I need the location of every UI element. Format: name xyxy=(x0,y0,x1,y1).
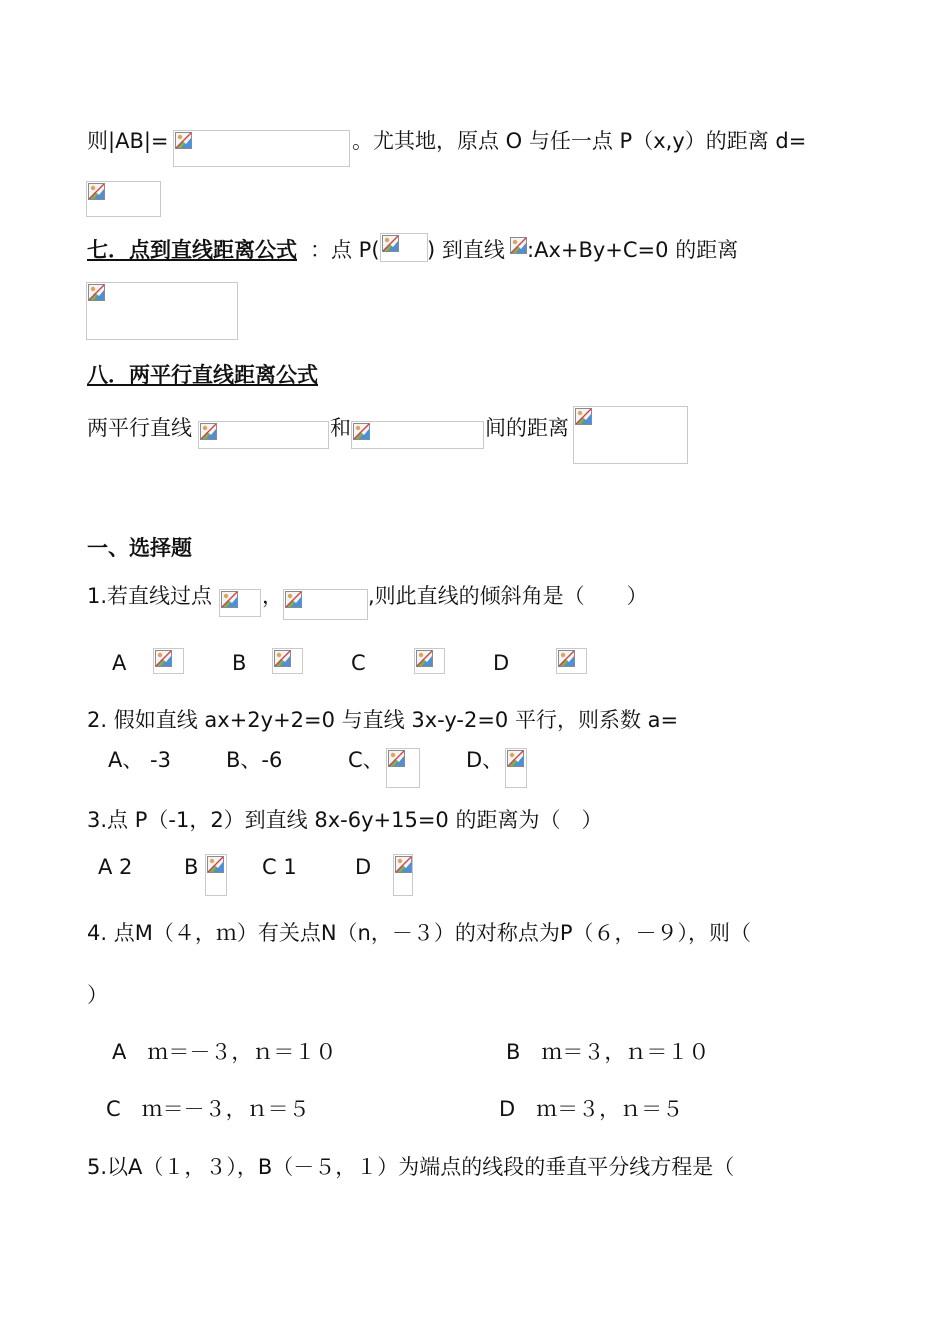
q5-stem: 5.以A（１，３），B（－５，１）为端点的线段的垂直平分线方程是（ xyxy=(87,1155,735,1179)
formula-image xyxy=(86,181,161,217)
q2-option-d: D、 xyxy=(466,748,504,772)
exercises-heading: 一、选择题 xyxy=(87,536,192,560)
q3-stem: 3.点 P（-1，2）到直线 8x-6y+15=0 的距离为（ ） xyxy=(87,808,603,832)
q4-stem: 4. 点M（４，ｍ）有关点N（n，－３）的对称点为P（６，－９），则（ xyxy=(87,921,752,945)
broken-image-icon xyxy=(382,235,399,252)
section8-prefix: 两平行直线 xyxy=(87,416,192,440)
formula-image xyxy=(380,233,428,262)
formula-image xyxy=(573,406,688,464)
formula-image xyxy=(351,421,484,449)
section7-mid-text: ) 到直线 xyxy=(427,238,505,262)
formula-image xyxy=(86,282,238,340)
section8-and: 和 xyxy=(330,416,351,440)
q2-option-a: A、 -3 xyxy=(108,748,171,772)
formula-image xyxy=(386,748,420,788)
section7-colon-text: ：点 P( xyxy=(310,238,380,262)
q3-option-b: B xyxy=(184,855,199,879)
formula-image xyxy=(205,854,227,896)
broken-image-icon xyxy=(274,650,291,667)
broken-image-icon xyxy=(388,750,405,767)
q4-option-c: C ｍ＝－３，ｎ＝５ xyxy=(106,1097,310,1121)
q2-option-c: C、 xyxy=(348,748,384,772)
broken-image-icon xyxy=(395,856,412,873)
section7-tail-text: :Ax+By+C=0 的距离 xyxy=(527,238,739,262)
section7-title: 七．点到直线距离公式 xyxy=(87,238,297,262)
formula-image xyxy=(505,748,527,788)
broken-image-icon xyxy=(285,591,302,608)
ab-distance-prefix: 则|AB|= xyxy=(87,129,169,153)
formula-image xyxy=(219,589,261,617)
formula-image xyxy=(509,236,528,257)
formula-image xyxy=(556,648,587,674)
q4-stem-end: ） xyxy=(87,983,108,1007)
q1-option-d-label: D xyxy=(493,651,510,675)
formula-image xyxy=(414,648,445,674)
broken-image-icon xyxy=(155,650,172,667)
formula-image xyxy=(393,854,413,896)
formula-image xyxy=(198,421,329,449)
q4-option-b: B ｍ＝３，ｎ＝１０ xyxy=(506,1040,710,1064)
q1-prefix: 1.若直线过点 xyxy=(87,584,213,608)
q3-option-c: C 1 xyxy=(262,855,297,879)
q1-option-b-label: B xyxy=(232,651,247,675)
q4-option-a: A ｍ＝－３，ｎ＝１０ xyxy=(112,1040,337,1064)
broken-image-icon xyxy=(200,423,217,440)
broken-image-icon xyxy=(575,408,592,425)
q1-option-c-label: C xyxy=(351,651,366,675)
formula-image xyxy=(272,648,303,674)
formula-image xyxy=(173,130,350,167)
broken-image-icon xyxy=(353,423,370,440)
formula-image xyxy=(153,648,184,674)
q3-option-d: D xyxy=(355,855,372,879)
q1-option-a-label: A xyxy=(112,651,127,675)
q2-stem: 2. 假如直线 ax+2y+2=0 与直线 3x-y-2=0 平行，则系数 a= xyxy=(87,708,679,732)
broken-image-icon xyxy=(416,650,433,667)
origin-distance-sentence: 。尤其地，原点 O 与任一点 P（x,y）的距离 d= xyxy=(352,129,807,153)
broken-image-icon xyxy=(88,284,105,301)
q1-suffix: ,则此直线的倾斜角是（ ） xyxy=(368,584,648,608)
broken-image-icon xyxy=(510,237,527,254)
section8-title: 八．两平行直线距离公式 xyxy=(87,363,318,387)
broken-image-icon xyxy=(558,650,575,667)
section8-suffix: 间的距离 xyxy=(485,416,569,440)
q4-option-d: D ｍ＝３，ｎ＝５ xyxy=(499,1097,684,1121)
broken-image-icon xyxy=(507,750,524,767)
q2-option-b: B、-6 xyxy=(226,748,283,772)
broken-image-icon xyxy=(221,591,238,608)
broken-image-icon xyxy=(175,132,192,149)
q1-comma: ， xyxy=(262,584,283,608)
broken-image-icon xyxy=(88,183,105,200)
q3-option-a: A 2 xyxy=(98,855,133,879)
broken-image-icon xyxy=(207,856,224,873)
formula-image xyxy=(283,589,368,620)
